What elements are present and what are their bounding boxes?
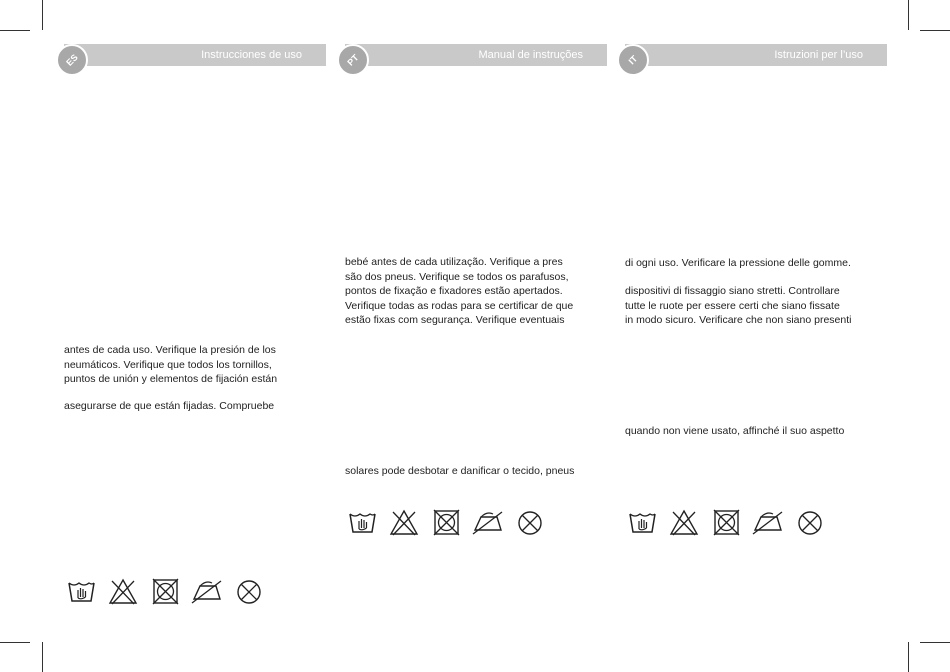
crop-mark [42,642,43,672]
no-bleach-icon [389,508,423,538]
instructions-paragraph: solares pode desbotar e danificar o tecido, pneus [345,465,575,477]
crop-mark [908,0,909,30]
instructions-paragraph: di ogni uso. Verificare la pressione delle gomme. [625,257,851,269]
language-badge: PT [330,37,375,82]
no-iron-icon [190,577,224,607]
instructions-paragraph: antes de cada uso. Verifique la presión de los neumáticos. Verifique que todos los tornillos, puntos de unión y elementos de fijación están [64,344,278,385]
no-bleach-icon [669,508,703,538]
section-title: Manual de instruções [478,49,583,61]
no-dry-clean-icon [795,508,829,538]
instructions-paragraph: dispositivi di fissaggio siano stretti. Controllare tutte le ruote per essere certi che siano fissate in modo sicuro. Verificare che non siano presenti [625,285,852,326]
crop-mark [42,0,43,30]
header-bar [64,44,326,66]
column-es [64,44,326,644]
section-title: Istruzioni per l’uso [774,49,863,61]
no-bleach-icon [108,577,142,607]
care-symbols-row [627,508,837,538]
no-tumble-dry-icon [711,508,745,538]
no-dry-clean-icon [515,508,549,538]
crop-mark [0,642,30,643]
header-bar [625,44,887,66]
care-symbols-row [347,508,557,538]
hand-wash-icon [627,508,661,538]
crop-mark [0,30,30,31]
no-iron-icon [471,508,505,538]
no-dry-clean-icon [234,577,268,607]
no-iron-icon [751,508,785,538]
crop-mark [908,642,909,672]
language-badge: ES [49,37,94,82]
care-symbols-row [66,577,276,607]
instructions-paragraph: quando non viene usato, affinché il suo aspetto [625,425,845,437]
section-title: Instrucciones de uso [201,49,302,61]
column-it [625,44,887,644]
hand-wash-icon [66,577,100,607]
column-pt [345,44,607,644]
language-badge: IT [610,37,655,82]
crop-mark [920,642,950,643]
no-tumble-dry-icon [150,577,184,607]
hand-wash-icon [347,508,381,538]
no-tumble-dry-icon [431,508,465,538]
crop-mark [920,30,950,31]
instructions-paragraph: asegurarse de que están fijadas. Compruebe [64,400,275,412]
instructions-paragraph: bebé antes de cada utilização. Verifique a pres são dos pneus. Verifique se todos os parafusos, pontos de fixação e fixadores estão apertados. Verifique todas as rodas para se certificar de que estão fixas com segurança. Verifique eventuais [345,256,574,326]
header-bar [345,44,607,66]
